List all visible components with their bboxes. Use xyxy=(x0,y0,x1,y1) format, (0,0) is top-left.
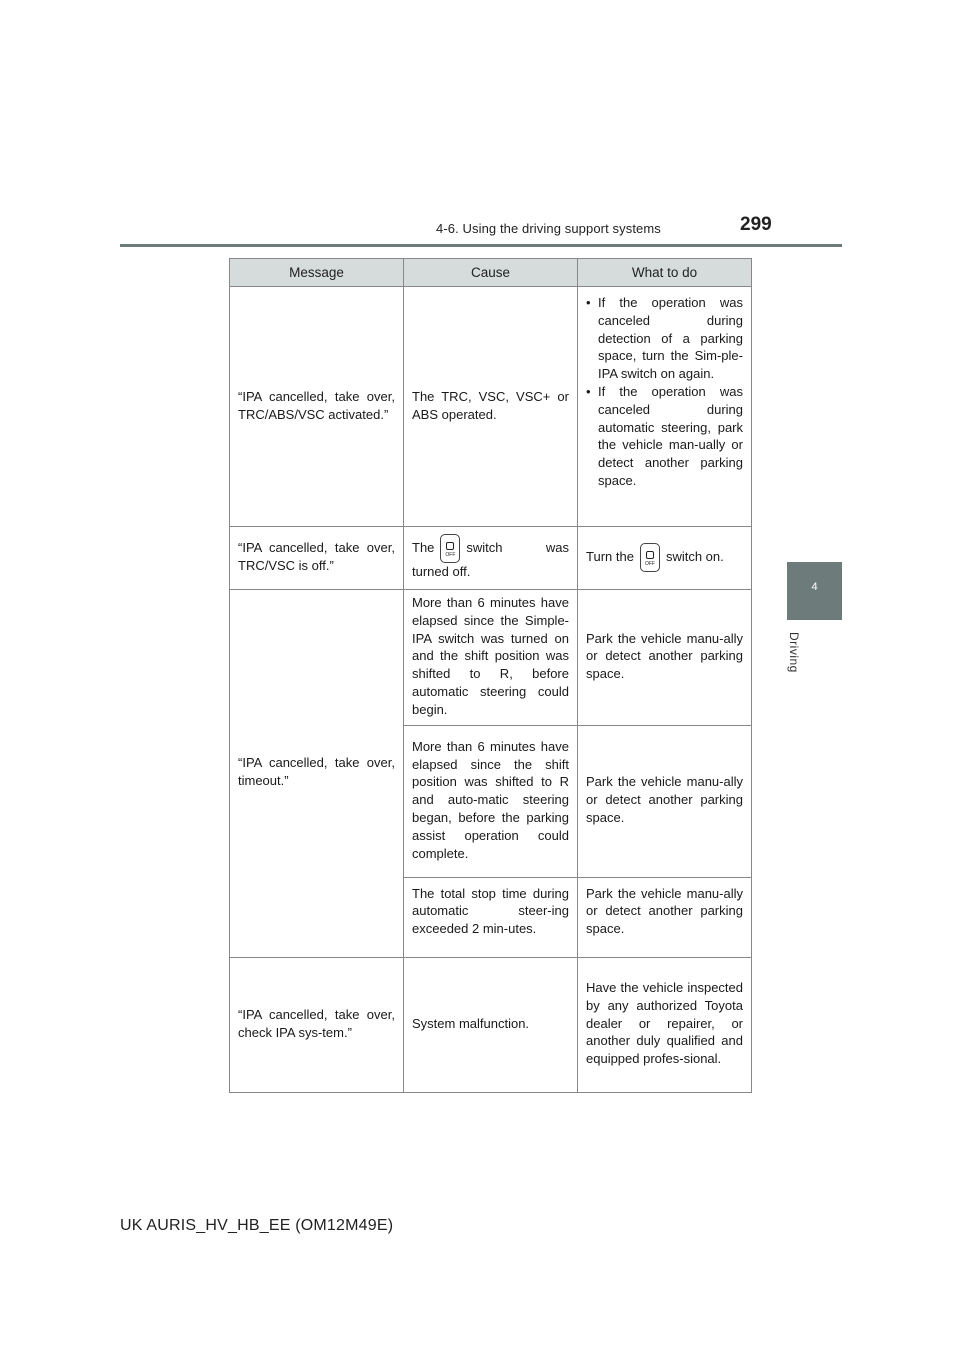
section-title: 4-6. Using the driving support systems xyxy=(436,221,661,236)
action-text-after: switch on. xyxy=(665,548,724,564)
header-divider xyxy=(120,244,842,247)
action-cell: Have the vehicle inspected by any authorized Toyota dealer or repairer, or another duly qualified and equipped profes-sional. xyxy=(578,957,752,1092)
action-cell: Park the vehicle manu-ally or detect another parking space. xyxy=(578,725,752,877)
message-cell: “IPA cancelled, take over, check IPA sys-tem.” xyxy=(230,957,404,1092)
cause-text-after: switch was turned off. xyxy=(412,539,569,579)
table-row xyxy=(230,287,752,527)
action-cell: Park the vehicle manu-ally or detect another parking space. xyxy=(578,590,752,726)
cause-text-before: The xyxy=(412,539,435,555)
chapter-label-text: Driving xyxy=(787,632,801,673)
model-code: UK AURIS_HV_HB_EE (OM12M49E) xyxy=(120,1217,394,1234)
chapter-number: 4 xyxy=(811,581,818,593)
action-list-item: • If the operation was canceled during detection of a parking space, turn the Sim-ple-IPA switch on again. xyxy=(586,294,743,383)
vsc-off-switch-icon xyxy=(440,534,460,563)
message-cell: “IPA cancelled, take over, TRC/ABS/VSC activated.” xyxy=(230,287,404,527)
chapter-tab[interactable] xyxy=(787,562,842,620)
car-skid-icon xyxy=(446,542,454,550)
off-label: OFF xyxy=(445,551,456,558)
column-header-cause: Cause xyxy=(404,259,578,287)
vsc-off-switch-icon xyxy=(640,543,660,572)
cause-cell: System malfunction. xyxy=(404,957,578,1092)
action-cell xyxy=(578,527,752,590)
table-row xyxy=(230,957,752,1092)
action-cell xyxy=(578,287,752,527)
message-table xyxy=(229,258,752,1093)
message-cell: “IPA cancelled, take over, timeout.” xyxy=(230,590,404,958)
page-number: 299 xyxy=(740,214,772,235)
cause-cell: More than 6 minutes have elapsed since the shift position was shifted to R and auto-matic steering began, before the parking assist operation could complete. xyxy=(404,725,578,877)
cause-cell: The TRC, VSC, VSC+ or ABS operated. xyxy=(404,287,578,527)
column-header-message: Message xyxy=(230,259,404,287)
table-row xyxy=(230,527,752,590)
action-cell: Park the vehicle manu-ally or detect another parking space. xyxy=(578,877,752,957)
cause-cell xyxy=(404,527,578,590)
action-list-item: • If the operation was canceled during automatic steering, park the vehicle man-ually or detect another parking space. xyxy=(586,383,743,490)
table-row xyxy=(230,590,752,726)
car-skid-icon xyxy=(646,551,654,559)
message-cell: “IPA cancelled, take over, TRC/VSC is off.” xyxy=(230,527,404,590)
action-list xyxy=(586,294,743,490)
cause-cell: More than 6 minutes have elapsed since the Simple-IPA switch was turned on and the shift position was shifted to R, before automatic steering could begin. xyxy=(404,590,578,726)
column-header-what-to-do: What to do xyxy=(578,259,752,287)
chapter-label xyxy=(786,632,802,692)
action-text-before: Turn the xyxy=(586,548,634,564)
cause-cell: The total stop time during automatic steer-ing exceeded 2 min-utes. xyxy=(404,877,578,957)
off-label: OFF xyxy=(644,560,655,567)
table-header-row xyxy=(230,259,752,287)
